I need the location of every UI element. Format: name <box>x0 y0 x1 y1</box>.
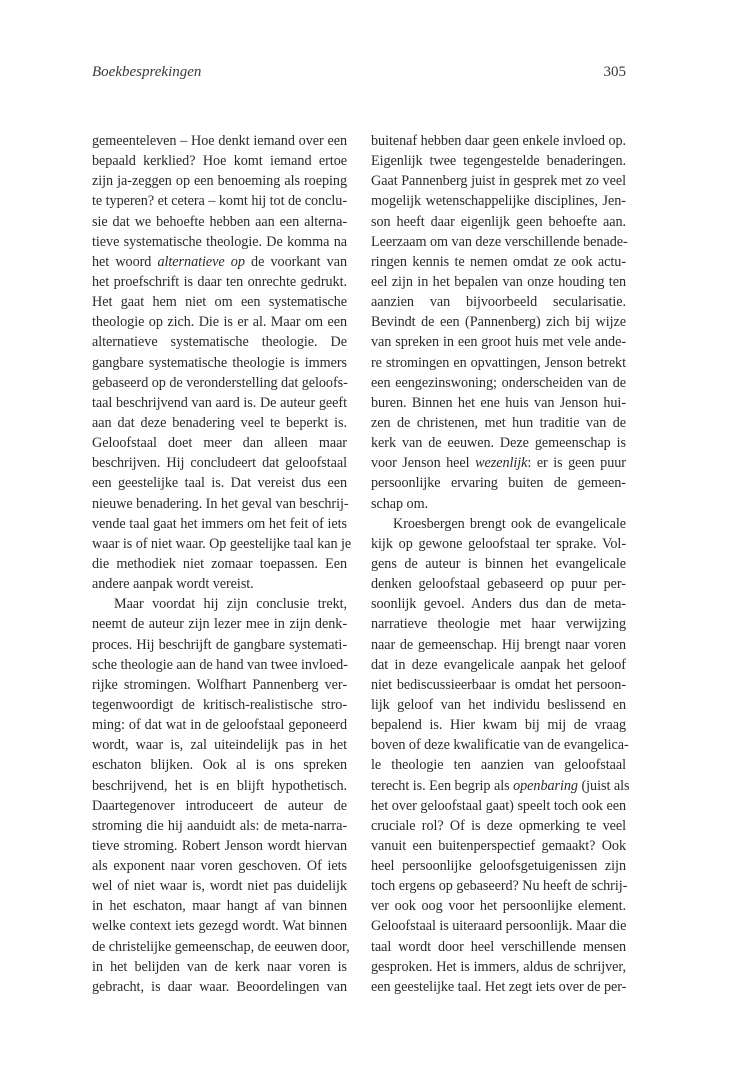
text-line: neemt de auteur zijn lezer mee in zijn denk- <box>92 616 347 633</box>
text-line: de christelijke gemeenschap, de eeuwen door, <box>92 938 350 955</box>
text-line: wel of niet waar is, wordt niet pas duidelijk <box>92 878 347 895</box>
text-line: aan dat deze benadering veel te beperkt is. <box>92 414 347 431</box>
text-line: tieve stroming. Robert Jenson wordt hiervan <box>92 837 347 854</box>
text-line: gangbare systematische theologie is immers <box>92 354 347 371</box>
text-line: sche theologie aan de hand van twee invloed- <box>92 656 348 673</box>
text-line: schap om. <box>371 495 429 512</box>
text-line: mogelijk wetenschappelijke disciplines, Jen- <box>371 193 626 210</box>
running-title: Boekbesprekingen <box>92 64 202 80</box>
text-line: nieuwe benadering. In het geval van beschrij- <box>92 495 349 512</box>
text-line: ringen kennis te nemen omdat ze ook actu- <box>371 253 626 270</box>
text-line: gesproken. Het is immers, aldus de schrijver, <box>371 958 626 975</box>
text-line: kerk van de eeuwen. Deze gemeenschap is <box>371 435 626 452</box>
text-line: wordt, waar is, zal uiteindelijk pas in het <box>92 737 347 754</box>
text-line: waar is of niet waar. Op geestelijke taal kan je <box>92 535 352 552</box>
text-line: re stromingen en opvattingen, Jenson betrekt <box>371 354 626 371</box>
text-line: soonlijk gevoel. Anders dus dan de meta- <box>371 596 626 613</box>
text-line: zen de christenen, met hun traditie van de <box>371 414 626 431</box>
text-line: denken geloofstaal gebaseerd op puur per- <box>371 576 626 593</box>
text-line: cruciale rol? Of is deze opmerking te veel <box>371 817 626 834</box>
text-line: Daartegenover introduceert de auteur de <box>92 797 347 814</box>
text-line: beschrijven. Hij concludeert dat geloofstaal <box>92 455 347 472</box>
text-line: een geestelijke taal is. Dat vereist dus een <box>92 475 347 492</box>
text-line: een eengezinswoning; onderscheiden van de <box>371 374 626 391</box>
text-line: Kroesbergen brengt ook de evangelicale <box>393 515 626 532</box>
text-line: Geloofstaal is uiteraard persoonlijk. Maar die <box>371 918 627 935</box>
text-line: narratieve theologie met haar verwijzing <box>371 616 626 633</box>
text-line: stroming die hij aanduidt als: de meta-narra- <box>92 817 347 834</box>
text-line: proces. Hij beschrijft de gangbare systemati- <box>92 636 347 653</box>
text-line: theologie op zich. Die is er al. Maar om een <box>92 314 347 331</box>
text-line: ming: of dat wat in de geloofstaal geponeerd <box>92 717 347 734</box>
text-line: in het belijden van de kerk naar voren is <box>92 958 347 975</box>
text-line: Leerzaam om van deze verschillende benade- <box>371 233 628 250</box>
text-line: lijk geloof van het individu beslissend en <box>371 696 626 713</box>
text-line: gens de auteur is binnen het evangelicale <box>371 555 626 572</box>
left-text-column <box>92 131 352 997</box>
text-line: in het eschaton, maar hangt af van binnen <box>92 898 347 915</box>
text-line: terecht is. Een begrip als openbaring (juist als <box>371 777 630 794</box>
text-line: son heeft daar eigenlijk geen behoefte aan. <box>371 213 626 230</box>
text-line: Geloofstaal doet meer dan alleen maar <box>92 435 347 452</box>
text-line: aanzien van bijvoorbeeld secularisatie. <box>371 294 626 311</box>
text-line: als exponent naar voren geschoven. Of iets <box>92 858 347 875</box>
text-line: Maar voordat hij zijn conclusie trekt, <box>114 596 347 613</box>
text-line: het woord alternatieve op de voorkant van <box>92 253 347 270</box>
text-line: vende taal gaat het immers om het feit of iets <box>92 515 347 532</box>
text-line: bepaald kerklied? Hoe komt iemand ertoe <box>92 153 347 170</box>
text-line: gebracht, is daar waar. Beoordelingen van <box>92 978 347 995</box>
text-line: Eigenlijk twee tegengestelde benaderingen. <box>371 153 626 170</box>
text-line: het over geloofstaal gaat) speelt toch ook een <box>371 797 626 814</box>
text-line: alternatieve systematische theologie. De <box>92 334 347 351</box>
text-line: welke context iets gezegd wordt. Wat binnen <box>92 918 347 935</box>
text-line: dat in deze evangelicale aanpak het geloof <box>371 656 626 673</box>
text-line: naar de gemeenschap. Hij brengt naar voren <box>371 636 626 653</box>
text-line: kijk op gewone geloofstaal ter sprake. Vol- <box>371 535 626 552</box>
text-line: boven of deze kwalificatie van de evangelica- <box>371 737 629 754</box>
text-line: eel zijn in het bepalen van onze houding ten <box>371 273 626 290</box>
text-line: Het gaat hem niet om een systematische <box>92 294 347 311</box>
text-line: het proefschrift is daar ten onrechte gedrukt. <box>92 273 347 290</box>
text-line: van spreken in een groot huis met vele ande- <box>371 334 626 351</box>
text-line: andere aanpak wordt vereist. <box>92 576 254 593</box>
text-line: bepalend is. Hier kwam bij mij de vraag <box>371 717 626 734</box>
text-line: een geestelijke taal. Het zegt iets over de per- <box>371 978 627 995</box>
right-text-column <box>371 131 630 997</box>
text-line: rijke stromingen. Wolfhart Pannenberg ver- <box>92 676 347 693</box>
text-line: Bevindt de een (Pannenberg) zich bij wijze <box>371 314 626 331</box>
text-line: tegenwoordigt de kritisch-realistische stro- <box>92 696 347 713</box>
page-number: 305 <box>603 64 626 80</box>
text-line: voor Jenson heel wezenlijk: er is geen puur <box>371 455 626 472</box>
text-line: toch ergens op gebaseerd? Nu heeft de schrij- <box>371 878 628 895</box>
text-line: ver ook oog voor het persoonlijke element. <box>371 898 626 915</box>
text-line: sie dat we behoefte hebben aan een alterna- <box>92 213 347 230</box>
text-line: le theologie ten aanzien van geloofstaal <box>371 757 626 774</box>
text-line: zijn ja-zeggen op een benoeming als roeping <box>92 173 347 190</box>
text-line: gemeenteleven – Hoe denkt iemand over een <box>92 133 347 149</box>
text-line: buren. Binnen het ene huis van Jenson hui- <box>371 394 626 411</box>
text-line: niet bediscussieerbaar is omdat het persoon- <box>371 676 626 693</box>
text-line: vanuit een buitenperspectief gemaakt? Ook <box>371 837 626 854</box>
text-line: tieve systematische theologie. De komma na <box>92 233 347 250</box>
text-line: die methodiek niet zomaar toepassen. Een <box>92 555 347 572</box>
text-line: eschaton blijken. Ook al is ons spreken <box>92 757 347 774</box>
text-line: Gaat Pannenberg juist in gesprek met zo veel <box>371 173 626 190</box>
text-line: te typeren? et cetera – komt hij tot de conclu- <box>92 193 347 210</box>
text-line: taal beschrijvend van aard is. De auteur geeft <box>92 394 347 411</box>
text-line: heel persoonlijke geloofsgetuigenissen zijn <box>371 858 626 875</box>
text-line: beschrijvend, het is en blijft hypothetisch. <box>92 777 347 794</box>
text-line: gebaseerd op de veronderstelling dat geloofs- <box>92 374 348 391</box>
text-line: taal wordt door heel verschillende mensen <box>371 938 626 955</box>
text-line: persoonlijke ervaring buiten de gemeen- <box>371 475 626 492</box>
text-line: buitenaf hebben daar geen enkele invloed op. <box>371 133 627 149</box>
